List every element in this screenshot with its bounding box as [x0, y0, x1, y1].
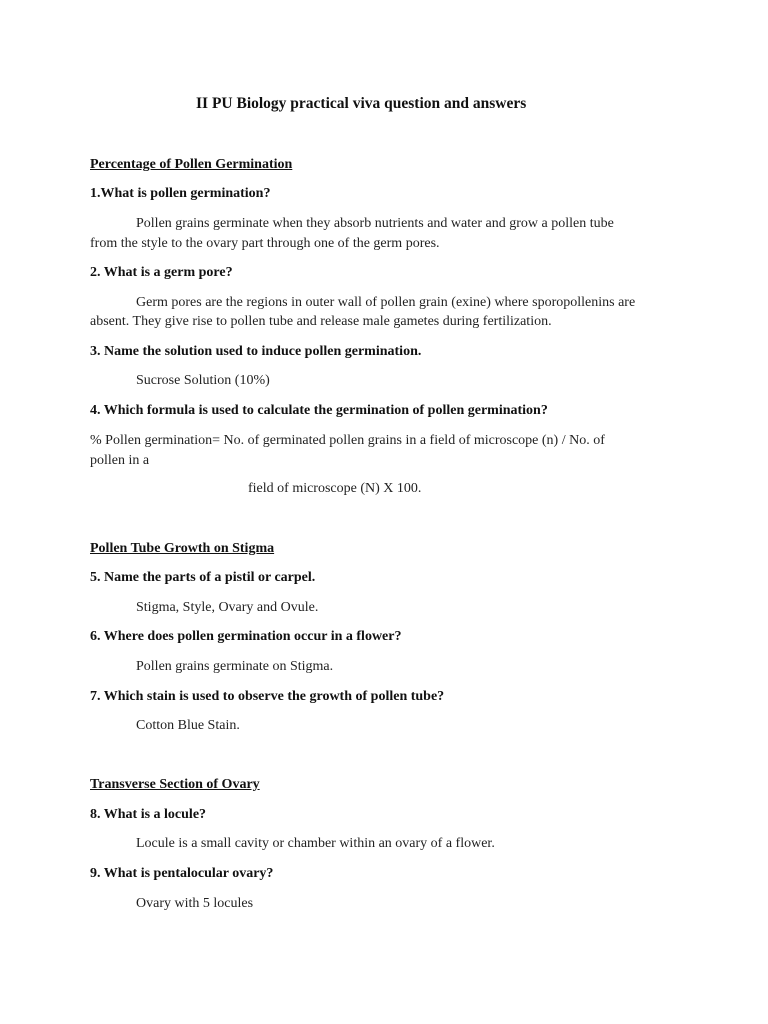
question-2: 2. What is a germ pore?	[90, 265, 233, 280]
answer-1-line-1: Pollen grains germinate when they absorb nutrients and water and grow a pollen tube	[136, 216, 614, 231]
section-heading-pollen-tube-growth: Pollen Tube Growth on Stigma	[90, 541, 275, 556]
page-title: II PU Biology practical viva question and answers	[196, 95, 527, 112]
answer-2-line-2: absent. They give rise to pollen tube and release male gametes during fertilization.	[90, 314, 552, 329]
question-5: 5. Name the parts of a pistil or carpel.	[90, 570, 316, 585]
section-heading-transverse-section-ovary: Transverse Section of Ovary	[90, 777, 260, 792]
answer-9-line-1: Ovary with 5 locules	[136, 896, 254, 911]
answer-5-line-1: Stigma, Style, Ovary and Ovule.	[136, 600, 319, 615]
answer-4-line-3: field of microscope (N) X 100.	[248, 481, 422, 496]
answer-7-line-1: Cotton Blue Stain.	[136, 718, 240, 733]
answer-4-line-2: pollen in a	[90, 453, 150, 468]
question-9: 9. What is pentalocular ovary?	[90, 866, 274, 881]
answer-6-line-1: Pollen grains germinate on Stigma.	[136, 659, 334, 674]
question-4: 4. Which formula is used to calculate the germination of pollen germination?	[90, 403, 548, 418]
answer-1-line-2: from the style to the ovary part through one of the germ pores.	[90, 236, 440, 251]
answer-4-line-1: % Pollen germination= No. of germinated pollen grains in a field of microscope (n) / No. of	[90, 433, 605, 448]
question-7: 7. Which stain is used to observe the growth of pollen tube?	[90, 689, 445, 704]
question-6: 6. Where does pollen germination occur in a flower?	[90, 629, 402, 644]
question-8: 8. What is a locule?	[90, 807, 207, 822]
question-1: 1.What is pollen germination?	[90, 186, 271, 201]
question-3: 3. Name the solution used to induce pollen germination.	[90, 344, 422, 359]
answer-3-line-1: Sucrose Solution (10%)	[136, 373, 270, 388]
answer-8-line-1: Locule is a small cavity or chamber within an ovary of a flower.	[136, 836, 495, 851]
answer-2-line-1: Germ pores are the regions in outer wall of pollen grain (exine) where sporopollenins are	[136, 295, 636, 310]
section-heading-pollen-germination: Percentage of Pollen Germination	[90, 157, 293, 172]
